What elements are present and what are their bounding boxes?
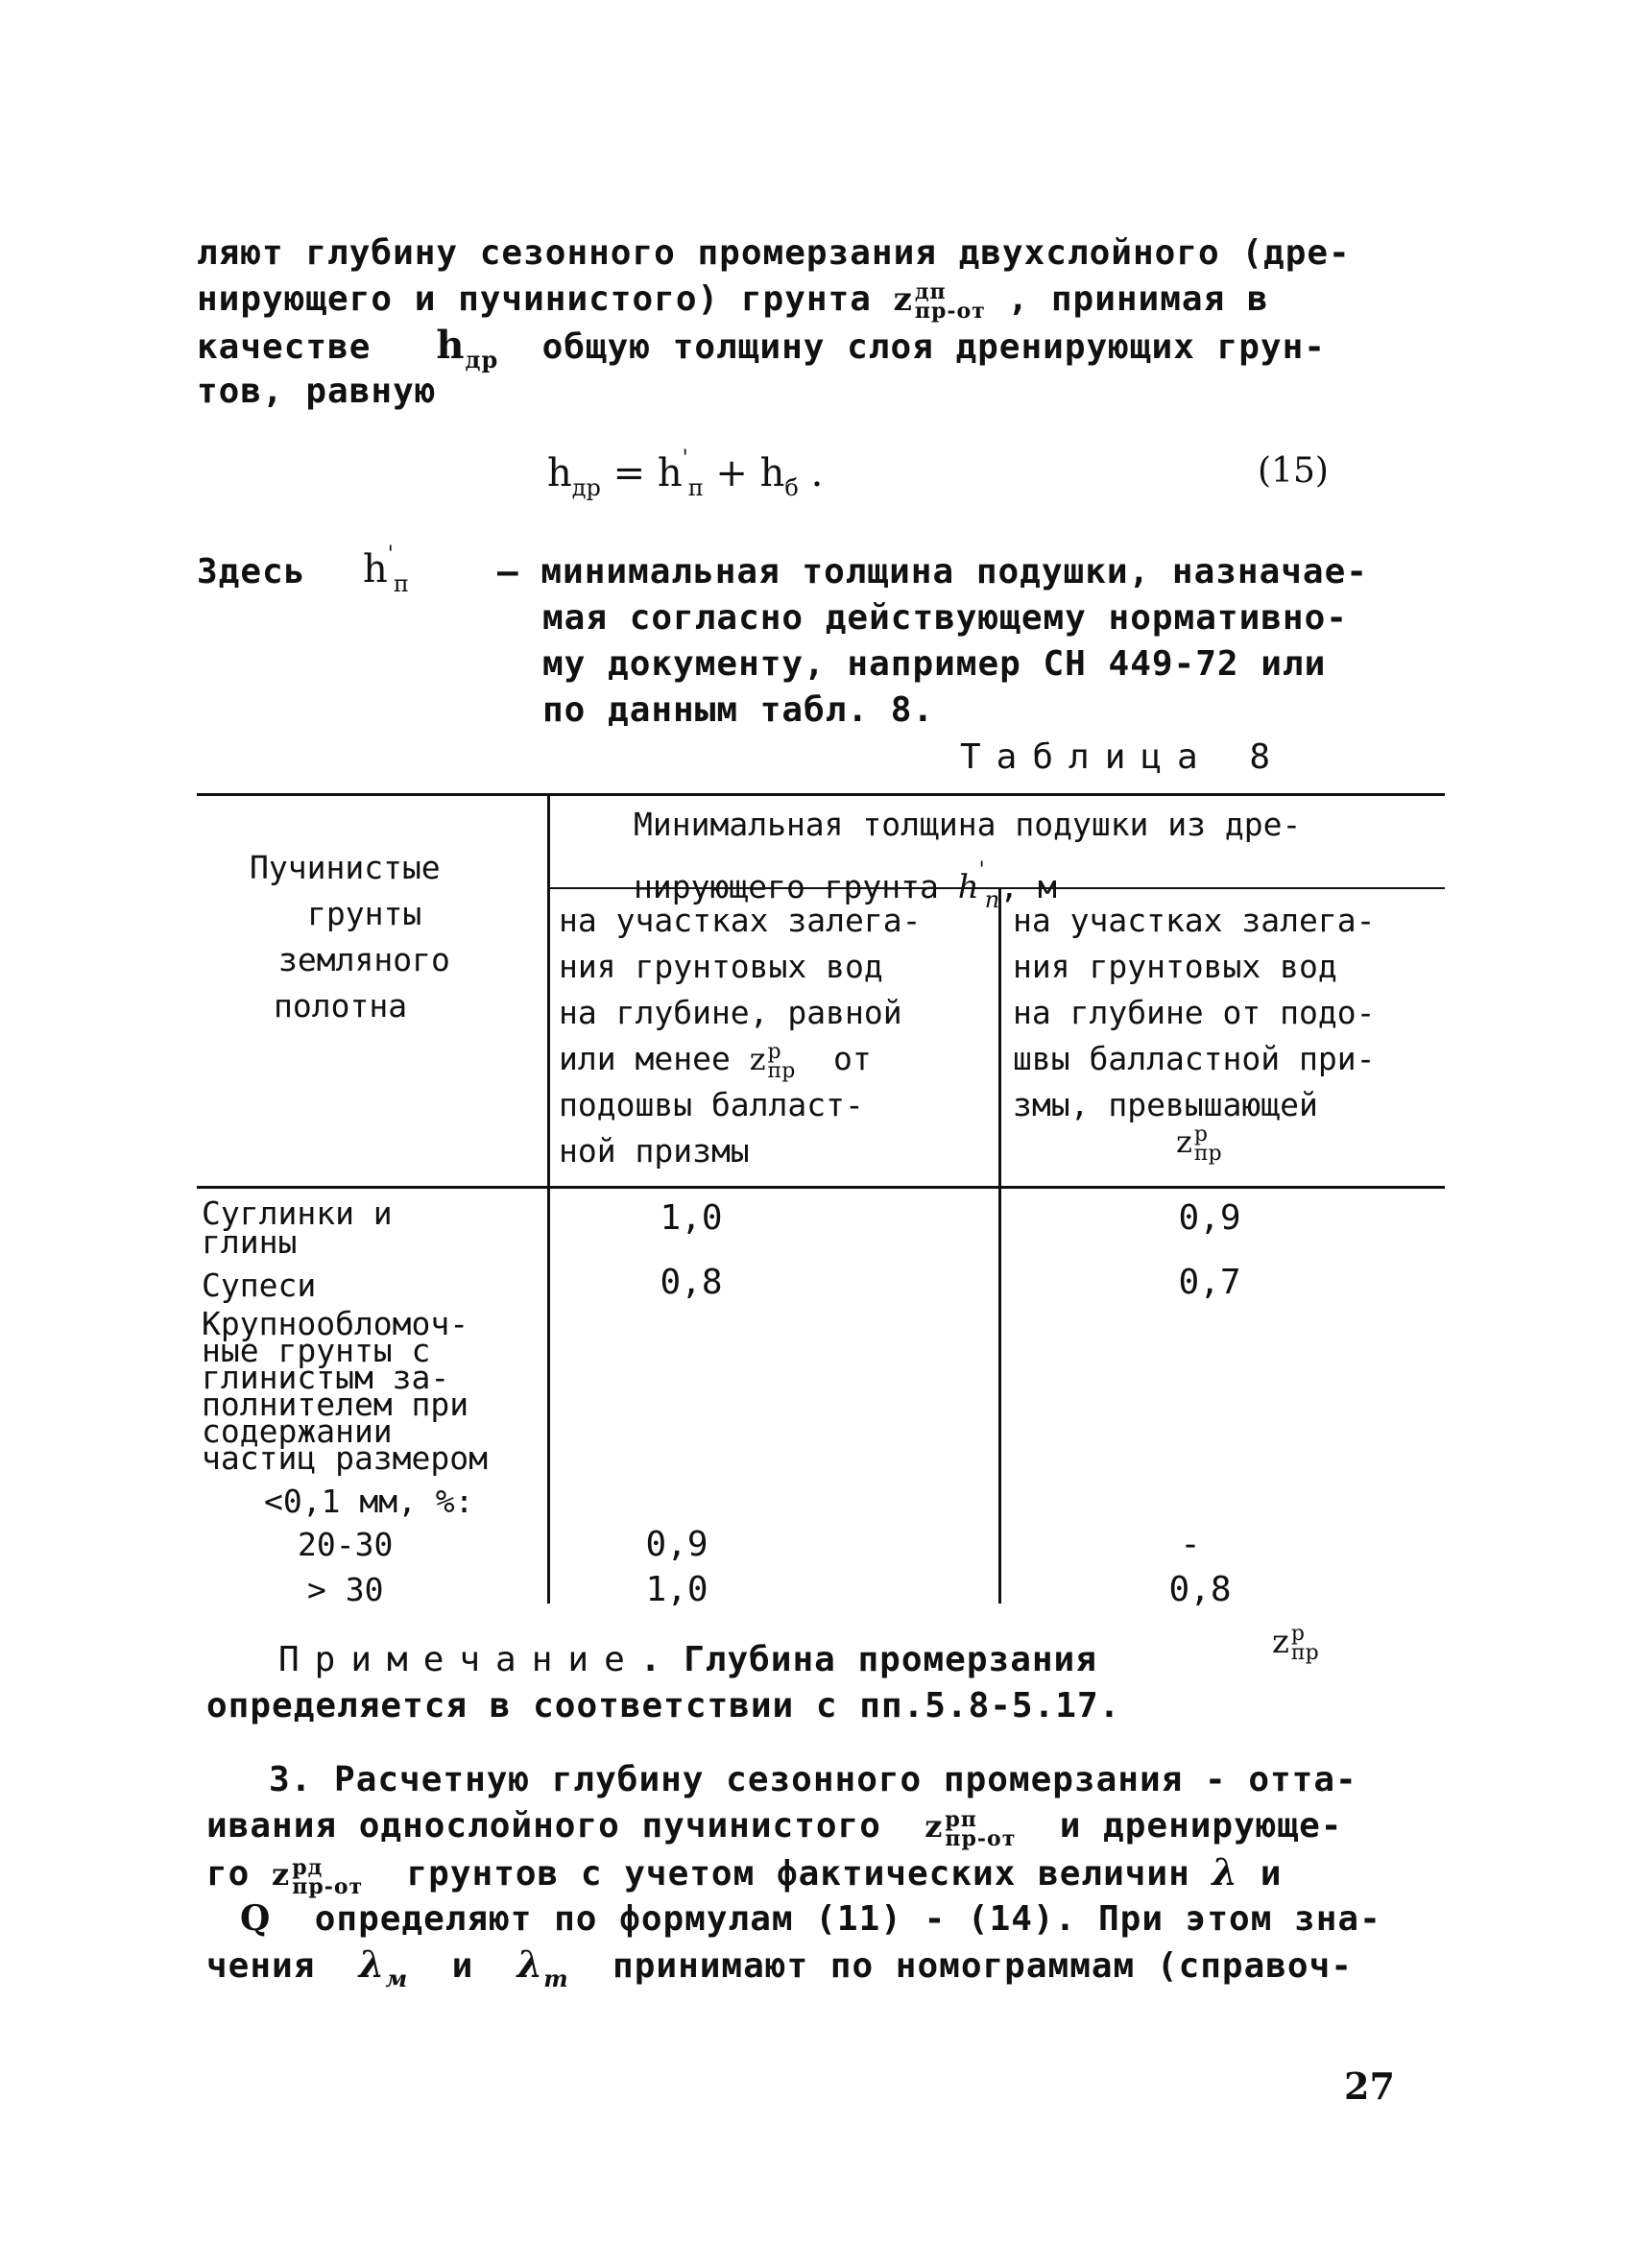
formula-eq: = — [600, 451, 658, 495]
header-col1-3: на глубине, равной — [559, 994, 902, 1031]
lambda-m-sub: м — [385, 1965, 409, 1992]
intro-line-2-text: нирующего и пучинистого) грунта — [197, 279, 872, 319]
header-top-var — [957, 858, 1000, 913]
intro-line-1: ляют глубину сезонного промерзания двухслойного (дре- — [197, 233, 1351, 273]
header-top-line-1: Минимальная толщина подушки из дре- — [634, 806, 1302, 843]
formula-t1-sup: ' — [682, 446, 688, 470]
lambda-m-symbol: λ — [358, 1942, 386, 1986]
intro-line-2 — [197, 277, 1269, 323]
header-col1-var-z: z — [749, 1041, 766, 1077]
table-caption: Таблица 8 — [960, 737, 1286, 777]
header-col2-var-indices — [1193, 1122, 1222, 1166]
row-4-v2: - — [1180, 1525, 1201, 1564]
para3-var-zrp — [925, 1806, 1017, 1851]
h-letter: h — [436, 323, 466, 368]
para3-line-4b: определяют по формулам (11) - (14). При этом зна- — [314, 1899, 1381, 1939]
para3-line-5b: и — [451, 1946, 474, 1986]
zrp-sub: пр-от — [945, 1825, 1017, 1851]
table-vline-2 — [998, 889, 1001, 1604]
para3-line-5 — [206, 1942, 1353, 2002]
explain-var — [363, 543, 409, 597]
formula-15 — [547, 446, 823, 501]
row-3-name-3: глинистым за- — [202, 1359, 450, 1396]
note-var — [1272, 1623, 1319, 1663]
formula-end: . — [798, 451, 824, 495]
header-left-4: полотна — [274, 987, 408, 1025]
explain-line-1: – минимальная толщина подушки, назначае- — [497, 552, 1368, 591]
header-col2-2: ния грунтовых вод — [1013, 948, 1337, 985]
lambda-m — [358, 1942, 409, 1992]
header-top-l2-text: нирующего грунта — [634, 868, 939, 905]
z-indices — [914, 279, 986, 324]
row-1-v1: 1,0 — [660, 1198, 723, 1238]
intro-var-h — [436, 323, 499, 374]
note-line-2: определяется в соответствии с пп.5.8-5.17. — [206, 1686, 1121, 1725]
note-var-sup: р — [1290, 1622, 1306, 1646]
header-col2-4: швы балластной при- — [1013, 1040, 1376, 1077]
row-1-name-1: Суглинки и — [202, 1194, 393, 1232]
row-2-v2: 0,7 — [1178, 1263, 1241, 1302]
explain-var-sub: п — [393, 570, 409, 597]
para3-line-5c: принимают по номограммам (справоч- — [612, 1946, 1353, 1986]
intro-line-2-end: , принимая в — [1007, 279, 1269, 319]
header-col2-5: змы, превышающей — [1013, 1086, 1318, 1123]
z-sup: дп — [914, 279, 947, 304]
row-5-v1: 1,0 — [645, 1570, 708, 1609]
header-col2-var-sup: р — [1193, 1122, 1208, 1146]
header-col2-3: на глубине от подо- — [1013, 994, 1376, 1031]
header-col1-var-sub: пр — [767, 1058, 796, 1083]
header-col1-5: подошвы балласт- — [559, 1086, 864, 1123]
para3-line-3b: грунтов с учетом фактических величин — [406, 1854, 1190, 1894]
note-line-1 — [278, 1637, 1097, 1683]
lambda-t-symbol: λ — [516, 1942, 544, 1986]
row-3-name-1: Крупнообломоч- — [202, 1305, 469, 1342]
header-col2-var-sub: пр — [1193, 1141, 1222, 1166]
zrp-z: z — [925, 1808, 944, 1845]
row-3-name-5: содержании — [202, 1412, 393, 1450]
header-left-3: земляного — [278, 941, 450, 978]
formula-number: (15) — [1258, 451, 1329, 491]
intro-var-z — [893, 279, 986, 324]
header-col1-4-text: или менее — [559, 1040, 731, 1077]
formula-t1-sub: п — [687, 474, 704, 501]
row-2-v1: 0,8 — [660, 1263, 723, 1302]
explain-line-4: по данным табл. 8. — [542, 690, 935, 730]
para3-line-3c: и — [1260, 1854, 1283, 1894]
explain-line-2: мая согласно действующему нормативно- — [542, 598, 1348, 638]
note-var-indices — [1290, 1622, 1319, 1665]
header-top-var-sub: п — [984, 886, 1000, 913]
lambda-symbol: λ — [1212, 1850, 1239, 1894]
header-col1-6: ной призмы — [559, 1132, 750, 1170]
zrd-indices — [292, 1854, 364, 1899]
row-4-v1: 0,9 — [645, 1525, 708, 1564]
zrd-sub: пр-от — [292, 1873, 364, 1899]
row-3-name-4: полнителем при — [202, 1386, 469, 1423]
row-5-v2: 0,8 — [1168, 1570, 1232, 1609]
z-letter: z — [893, 280, 913, 319]
z-sub: пр-от — [914, 299, 986, 324]
para3-line-2b: и дренирующе- — [1059, 1806, 1343, 1846]
formula-plus: + — [703, 451, 760, 495]
para3-line-1: 3. Расчетную глубину сезонного промерзания - отта- — [269, 1760, 1357, 1799]
page-number: 27 — [1344, 2064, 1395, 2108]
lambda-t — [516, 1942, 569, 1992]
note-text-1: . Глубина промерзания — [639, 1640, 1097, 1679]
formula-t2-sub: б — [784, 474, 799, 501]
header-col1-2: ния грунтовых вод — [559, 948, 883, 985]
formula-t2: h — [759, 451, 785, 495]
header-col1-var-sup: р — [767, 1039, 781, 1064]
q-symbol: Q — [240, 1898, 272, 1939]
header-top-unit: , м — [999, 868, 1057, 905]
intro-line-3b: общую толщину слоя дренирующих грун- — [541, 327, 1326, 367]
table-top-rule — [197, 793, 1445, 796]
para3-var-zrd — [272, 1854, 364, 1899]
intro-line-3a: качестве — [197, 327, 372, 367]
para3-line-3a: го — [206, 1854, 251, 1894]
intro-line-4: тов, равную — [197, 372, 437, 411]
note-var-z: z — [1272, 1623, 1289, 1661]
header-col1-1: на участках залега- — [559, 902, 922, 939]
zrp-sup: рп — [945, 1806, 977, 1832]
zrd-sup: рд — [292, 1854, 324, 1880]
formula-t1: h — [657, 451, 683, 495]
note-label: Примечание — [278, 1640, 640, 1679]
row-5-name: > 30 — [307, 1571, 384, 1608]
para3-line-5a: чения — [206, 1946, 316, 1986]
header-top-var-h: h — [957, 868, 979, 906]
header-col1-tail: от — [833, 1040, 872, 1077]
para3-line-4 — [240, 1895, 1381, 1942]
header-col2-var-z: z — [1176, 1123, 1192, 1160]
note-var-sub: пр — [1290, 1641, 1319, 1665]
explain-line-3: му документу, например СН 449-72 или — [542, 644, 1327, 684]
row-3-name-7: <0,1 мм, %: — [264, 1483, 474, 1520]
header-col2-var — [1176, 1123, 1222, 1164]
table-header-bottom-rule — [197, 1186, 1445, 1189]
explain-var-sup: ' — [387, 543, 394, 567]
header-left-2: грунты — [307, 895, 422, 932]
header-col1-var-indices — [767, 1039, 796, 1083]
header-col2-1: на участках залега- — [1013, 902, 1376, 939]
row-1-name-2: глины — [202, 1223, 298, 1261]
zrp-indices — [945, 1806, 1017, 1851]
row-4-name: 20-30 — [298, 1526, 394, 1563]
formula-lhs: h — [547, 451, 572, 495]
para3-line-3 — [206, 1849, 1282, 1897]
para3-line-2 — [206, 1803, 1342, 1849]
header-col1-var — [749, 1039, 796, 1083]
row-2-name-1: Супеси — [202, 1267, 317, 1304]
formula-lhs-sub: др — [571, 474, 601, 501]
zrd-z: z — [272, 1856, 291, 1893]
row-1-v2: 0,9 — [1178, 1198, 1241, 1238]
h-sub: др — [465, 346, 499, 374]
lambda-t-sub: т — [543, 1965, 569, 1992]
header-top-var-sup: ' — [978, 858, 985, 882]
header-left-1: Пучинистые — [250, 849, 441, 886]
header-col1-4 — [559, 1036, 872, 1082]
para3-line-2a: ивания однослойного пучинистого — [206, 1806, 881, 1846]
row-3-name-2: ные грунты с — [202, 1332, 431, 1369]
explain-var-h: h — [363, 547, 388, 591]
table-vline-1 — [547, 795, 550, 1604]
explain-word: Здесь — [197, 552, 306, 591]
row-3-name-6: частиц размером — [202, 1439, 489, 1477]
